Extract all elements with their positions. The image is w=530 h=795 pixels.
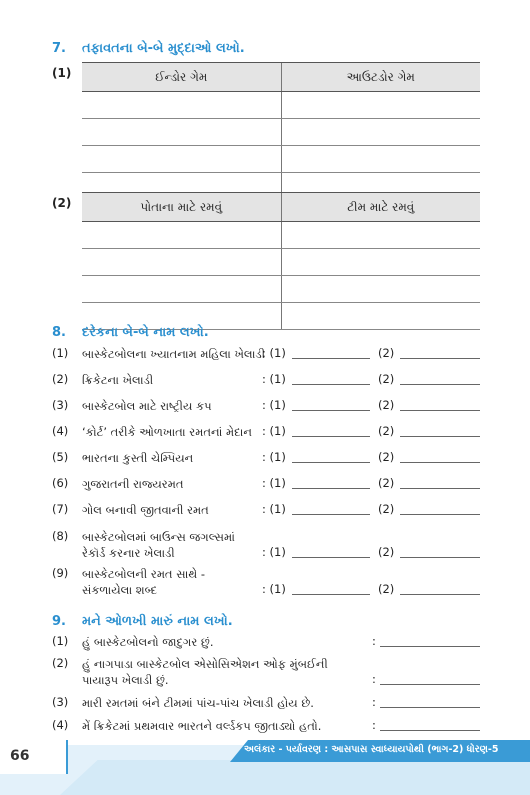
q8-blank-2-label: (2)	[378, 450, 395, 464]
table1-cell[interactable]	[281, 119, 480, 146]
q8-item-text: બાસ્કેટબોલના ખ્યાતનામ મહિલા ખેલાડી	[82, 347, 266, 361]
q9-title: મને ઓળખી મારું નામ લખો.	[82, 614, 233, 629]
q9-item-number: (3)	[52, 695, 69, 709]
table1-cell[interactable]	[82, 146, 281, 173]
q7-title: તફાવતના બે-બે મુદ્દાઓ લખો.	[82, 41, 245, 56]
q8-answer-line-1[interactable]	[292, 436, 370, 437]
q8-answer-line-2[interactable]	[400, 514, 480, 515]
q8-answer-line-2[interactable]	[400, 384, 480, 385]
q8-blank-2-label: (2)	[378, 346, 395, 360]
q8-item-number: (6)	[52, 476, 69, 490]
table1-cell[interactable]	[82, 92, 281, 119]
q9-answer-line[interactable]	[380, 730, 480, 731]
table1-cell[interactable]	[82, 119, 281, 146]
q8-item-text: ‘કોર્ટ’ તરીકે ઓળખાતા રમતનાં મેદાન	[82, 425, 252, 439]
q8-answer-line-2[interactable]	[400, 436, 480, 437]
q9-item-text: હું નાગપાડા બાસ્કેટબોલ એસોસિએશન ઓફ મુંબઈની પાયારૂપ ખેલાડી છું.	[82, 657, 328, 687]
page-number-box	[0, 740, 68, 774]
table1-header-indoor: ઈન્ડોર ગેમ	[82, 63, 281, 92]
q9-item-text: મેં ક્રિકેટમાં પ્રથમવાર ભારતને વર્લ્ડકપ જીતાડ્યો હતો.	[82, 719, 322, 733]
page-number: 66	[10, 748, 30, 764]
q8-blank-2-label: (2)	[378, 582, 395, 596]
q9-item-text: મારી રમતમાં બંને ટીમમાં પાંચ-પાંચ ખેલાડી હોય છે.	[82, 696, 314, 710]
q8-title: દરેકના બે-બે નામ લખો.	[82, 325, 209, 340]
q8-blank-1-label: : (1)	[262, 502, 286, 516]
table2-header-self: પોતાના માટે રમવું	[82, 193, 281, 222]
q8-blank-1-label: : (1)	[262, 346, 286, 360]
table2-cell[interactable]	[82, 249, 281, 276]
q8-item-number: (7)	[52, 502, 69, 516]
q8-item-number: (8)	[52, 529, 69, 543]
difference-table-2	[82, 192, 480, 330]
q8-blank-2-label: (2)	[378, 424, 395, 438]
footer-book-title: અલંકાર - પર્યાવરણ : આસપાસ સ્વાધ્યાયપોથી (ભાગ-2) ધોરણ-5	[244, 744, 499, 755]
q9-item-number: (4)	[52, 718, 69, 732]
q8-item-text: બાસ્કેટબોલમાં બાઉન્સ જગલ્સમાં રેકૉર્ડ કરનાર ખેલાડી	[82, 530, 235, 560]
q8-answer-line-1[interactable]	[292, 384, 370, 385]
q8-item-number: (4)	[52, 424, 69, 438]
table2-label: (2)	[52, 196, 72, 210]
table2-cell[interactable]	[281, 249, 480, 276]
q8-answer-line-1[interactable]	[292, 557, 370, 558]
q8-answer-line-1[interactable]	[292, 594, 370, 595]
q8-blank-2-label: (2)	[378, 545, 395, 559]
q8-answer-line-1[interactable]	[292, 514, 370, 515]
q9-colon: :	[372, 634, 376, 648]
q8-blank-1-label: : (1)	[262, 398, 286, 412]
q8-item-number: (5)	[52, 450, 69, 464]
q8-blank-1-label: : (1)	[262, 372, 286, 386]
q9-colon: :	[372, 672, 376, 686]
table2-cell[interactable]	[281, 222, 480, 249]
q8-item-text: ગુજરાતની રાજ્યરમત	[82, 477, 184, 491]
q8-blank-2-label: (2)	[378, 398, 395, 412]
table2-cell[interactable]	[82, 276, 281, 303]
difference-table-1	[82, 62, 480, 200]
q8-blank-1-label: : (1)	[262, 582, 286, 596]
table1-cell[interactable]	[281, 92, 480, 119]
footer-diagonal	[60, 760, 530, 795]
table2-cell[interactable]	[281, 276, 480, 303]
q8-answer-line-2[interactable]	[400, 410, 480, 411]
q8-blank-1-label: : (1)	[262, 450, 286, 464]
q9-item-number: (1)	[52, 634, 69, 648]
q8-answer-line-1[interactable]	[292, 488, 370, 489]
q8-blank-2-label: (2)	[378, 476, 395, 490]
q8-item-text: ભારતના કુસ્તી ચેમ્પિયન	[82, 451, 194, 465]
q8-answer-line-2[interactable]	[400, 488, 480, 489]
q8-item-number: (3)	[52, 398, 69, 412]
q8-answer-line-2[interactable]	[400, 358, 480, 359]
q8-item-number: (9)	[52, 566, 69, 580]
q8-blank-2-label: (2)	[378, 502, 395, 516]
q9-item-text: હું બાસ્કેટબોલનો જાદુગર છું.	[82, 635, 214, 649]
q8-answer-line-2[interactable]	[400, 557, 480, 558]
q8-answer-line-1[interactable]	[292, 358, 370, 359]
q7-number: 7.	[52, 41, 66, 56]
q8-item-text: ક્રિકેટના ખેલાડી	[82, 373, 154, 387]
q9-answer-line[interactable]	[380, 684, 480, 685]
table2-cell[interactable]	[82, 222, 281, 249]
q8-item-text: ગોલ બનાવી જીતવાની રમત	[82, 503, 209, 517]
q9-colon: :	[372, 718, 376, 732]
q8-blank-1-label: : (1)	[262, 545, 286, 559]
q8-answer-line-1[interactable]	[292, 410, 370, 411]
q9-item-number: (2)	[52, 656, 69, 670]
q8-answer-line-2[interactable]	[400, 594, 480, 595]
q8-item-text: બાસ્કેટબોલ માટે રાષ્ટ્રીય કપ	[82, 399, 212, 413]
q8-blank-1-label: : (1)	[262, 424, 286, 438]
q8-answer-line-2[interactable]	[400, 462, 480, 463]
q9-number: 9.	[52, 614, 66, 629]
table1-cell[interactable]	[281, 146, 480, 173]
q8-item-number: (1)	[52, 346, 69, 360]
table1-label: (1)	[52, 66, 72, 80]
q8-number: 8.	[52, 325, 66, 340]
q8-answer-line-1[interactable]	[292, 462, 370, 463]
q8-item-text: બાસ્કેટબોલની રમત સાથે - સંકળાયેલા શબ્દ	[82, 567, 205, 597]
q8-item-number: (2)	[52, 372, 69, 386]
q9-colon: :	[372, 695, 376, 709]
table2-cell[interactable]	[281, 303, 480, 330]
q9-answer-line[interactable]	[380, 707, 480, 708]
q8-blank-1-label: : (1)	[262, 476, 286, 490]
table2-header-team: ટીમ માટે રમવું	[281, 193, 480, 222]
q9-answer-line[interactable]	[380, 646, 480, 647]
table1-header-outdoor: આઉટડોર ગેમ	[281, 63, 480, 92]
q8-blank-2-label: (2)	[378, 372, 395, 386]
